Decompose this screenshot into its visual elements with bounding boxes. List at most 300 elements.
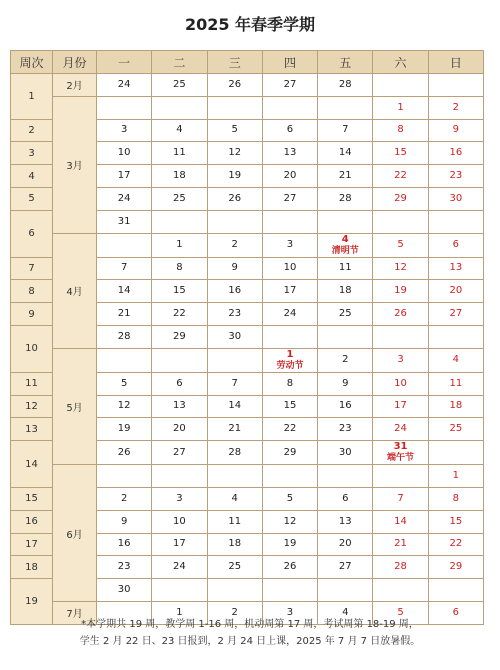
page-title: 2025 年春季学期 [184,15,316,34]
day-cell [152,487,207,510]
day-cell [207,579,262,602]
day-number: 21 [394,538,407,550]
day-cell [152,372,207,395]
day-number: 11 [173,147,186,159]
day-number: 14 [228,400,242,412]
header-tue: 二 [152,51,207,74]
day-cell [318,510,373,533]
day-number: 20 [338,538,352,550]
day-cell [262,556,317,579]
day-number: 26 [117,446,131,458]
day-number: 16 [117,538,131,550]
day-number: 23 [228,308,242,320]
day-cell [97,119,152,142]
day-cell [97,441,152,465]
day-cell [97,487,152,510]
day-cell [152,142,207,165]
month-label: 7月 [53,601,97,624]
day-number: 29 [394,192,407,204]
day-cell [97,74,152,97]
day-number: 29 [173,330,186,342]
day-number: 25 [449,423,463,435]
day-cell [373,210,428,233]
day-cell [262,280,317,303]
day-cell [207,348,262,372]
day-cell [152,556,207,579]
day-cell [428,533,483,556]
day-number: 20 [449,285,463,297]
day-cell [373,187,428,210]
day-number: 8 [452,492,460,504]
day-number: 2 [342,354,349,366]
month-label: 6月 [53,465,97,602]
week-number: 10 [11,325,53,372]
week-row [11,233,484,257]
week-number: 12 [11,395,53,418]
header-sat: 六 [373,51,428,74]
day-cell [262,233,317,257]
day-cell [207,280,262,303]
calendar-table [10,50,484,625]
day-cell [373,74,428,97]
day-cell [207,487,262,510]
day-number: 28 [228,446,242,458]
day-number: 6 [176,377,183,389]
day-number: 4 [452,354,460,366]
day-number: 21 [228,423,242,435]
day-number: 13 [173,400,186,412]
day-number: 7 [342,124,349,136]
day-number: 13 [283,147,297,159]
day-cell [97,233,152,257]
day-cell [318,533,373,556]
day-number: 23 [338,423,352,435]
day-number: 20 [173,423,186,435]
day-number: 26 [228,78,242,90]
day-number: 28 [338,192,352,204]
day-number: 9 [452,124,460,136]
day-cell [318,165,373,188]
day-number: 22 [283,423,297,435]
day-cell [152,418,207,441]
day-cell [97,142,152,165]
day-number: 2 [120,492,128,504]
day-cell [97,348,152,372]
day-cell [207,210,262,233]
week-number: 9 [11,303,53,326]
day-number: 24 [117,78,131,90]
day-cell [318,348,373,372]
day-cell [152,233,207,257]
day-number: 27 [338,561,352,573]
day-cell [373,510,428,533]
day-cell [428,96,483,119]
week-number: 15 [11,487,53,510]
day-cell [262,533,317,556]
day-cell [262,510,317,533]
day-number: 19 [117,423,131,435]
week-number: 17 [11,533,53,556]
day-number: 17 [173,538,186,550]
day-number: 31 [393,441,408,453]
day-cell [428,510,483,533]
day-number: 4 [231,492,238,504]
week-number: 11 [11,372,53,395]
day-number: 12 [283,515,297,527]
day-cell [207,165,262,188]
day-number: 26 [228,192,242,204]
day-cell [318,210,373,233]
day-number: 3 [397,354,404,366]
day-cell [97,210,152,233]
day-number: 25 [228,561,242,573]
header-row [11,51,484,74]
day-cell [262,96,317,119]
day-cell [152,280,207,303]
day-number: 28 [394,561,407,573]
day-number: 13 [449,262,463,274]
day-number: 17 [394,400,407,412]
day-number: 12 [117,400,131,412]
day-cell [318,579,373,602]
day-cell [373,142,428,165]
day-cell [373,165,428,188]
day-number: 10 [394,377,407,389]
day-cell [318,441,373,465]
week-row [11,465,484,488]
day-number: 27 [283,78,297,90]
day-cell [373,579,428,602]
day-cell [318,303,373,326]
day-cell [262,74,317,97]
day-cell [97,556,152,579]
day-number: 12 [228,147,242,159]
day-number: 16 [449,147,463,159]
day-cell [207,142,262,165]
day-number: 7 [397,492,404,504]
day-number: 11 [338,262,352,274]
note-line-2: 学生 2 月 22 日、23 日报到，2 月 24 日上课，2025 年 7 月 7 日放暑假。 [79,636,421,647]
header-thu: 四 [262,51,317,74]
day-cell [428,325,483,348]
day-cell [262,372,317,395]
day-cell [373,303,428,326]
day-number: 2 [231,239,238,251]
week-number: 8 [11,280,53,303]
week-number: 3 [11,142,53,165]
day-number: 11 [449,377,463,389]
day-cell [373,465,428,488]
header-month: 月份 [53,51,97,74]
day-number: 27 [283,192,297,204]
day-number: 3 [286,239,294,251]
day-cell [207,74,262,97]
day-cell [97,510,152,533]
day-number: 21 [117,308,131,320]
day-cell [207,441,262,465]
day-cell [152,579,207,602]
day-number: 24 [394,423,407,435]
day-cell [428,465,483,488]
day-cell [318,74,373,97]
day-number: 25 [173,78,186,90]
header-fri: 五 [318,51,373,74]
week-number: 6 [11,210,53,257]
day-number: 8 [286,377,294,389]
day-number: 1 [397,101,404,113]
day-cell [262,303,317,326]
day-cell [207,372,262,395]
day-number: 4 [341,233,349,245]
day-number: 18 [173,170,186,182]
day-number: 5 [397,606,404,618]
day-number: 20 [283,170,297,182]
day-number: 11 [228,515,242,527]
header-wed: 三 [207,51,262,74]
day-cell [262,119,317,142]
day-number: 14 [117,285,131,297]
day-cell [373,233,428,257]
week-number: 4 [11,165,53,188]
day-cell [373,418,428,441]
day-cell [97,418,152,441]
day-cell [428,257,483,280]
day-number: 3 [120,124,128,136]
day-cell [318,465,373,488]
holiday-label: 清明节 [331,245,359,256]
day-cell [97,372,152,395]
day-cell [428,372,483,395]
day-cell [207,395,262,418]
note-line-1: *本学期共 19 周，教学周 1-16 周，机动周第 17 周，考试周第 18-19 周， [81,619,419,630]
month-label: 2月 [53,74,97,97]
day-cell [373,372,428,395]
semester-note [20,616,480,650]
day-cell [152,303,207,326]
day-number: 9 [231,262,238,274]
day-cell [428,441,483,465]
day-number: 10 [117,147,131,159]
day-cell [318,418,373,441]
day-cell [373,119,428,142]
day-cell [428,418,483,441]
day-cell [207,418,262,441]
day-cell [262,142,317,165]
day-cell [262,165,317,188]
day-number: 30 [228,330,242,342]
month-label: 4月 [53,233,97,348]
day-number: 16 [228,285,242,297]
day-cell [152,165,207,188]
day-cell [152,348,207,372]
week-row [11,348,484,372]
day-cell [428,210,483,233]
day-cell [373,280,428,303]
day-number: 19 [283,538,297,550]
day-cell [207,96,262,119]
week-number: 18 [11,556,53,579]
day-cell [97,303,152,326]
day-cell [428,187,483,210]
calendar-body [11,74,484,625]
day-number: 5 [286,492,294,504]
day-number: 25 [173,192,186,204]
day-cell [152,96,207,119]
day-cell [207,119,262,142]
day-number: 2 [231,606,238,618]
day-cell [152,395,207,418]
day-number: 30 [338,446,352,458]
day-number: 19 [394,285,407,297]
holiday-label: 端午节 [387,453,415,464]
day-number: 30 [449,192,463,204]
day-number: 24 [173,561,186,573]
day-number: 13 [338,515,352,527]
day-number: 27 [173,446,186,458]
day-number: 6 [452,239,460,251]
day-cell [207,257,262,280]
day-cell [262,395,317,418]
day-cell [97,465,152,488]
day-cell [97,325,152,348]
day-number: 14 [338,147,352,159]
day-cell [262,465,317,488]
day-number: 14 [394,515,407,527]
day-number: 23 [117,561,131,573]
header-week: 周次 [11,51,53,74]
day-number: 8 [176,262,183,274]
day-cell [428,579,483,602]
day-cell [262,441,317,465]
day-number: 6 [342,492,349,504]
day-number: 29 [449,561,463,573]
day-cell [318,119,373,142]
week-number: 19 [11,579,53,625]
day-number: 30 [117,584,131,596]
day-number: 29 [283,446,297,458]
day-cell [97,257,152,280]
day-cell [428,487,483,510]
day-cell [373,487,428,510]
day-number: 3 [286,606,294,618]
day-cell [97,533,152,556]
month-label: 5月 [53,348,97,464]
day-cell [262,257,317,280]
day-cell [262,187,317,210]
day-number: 17 [283,285,297,297]
day-cell [262,487,317,510]
day-number: 26 [394,308,407,320]
day-cell [318,372,373,395]
day-number: 6 [286,124,294,136]
day-cell [373,348,428,372]
day-number: 25 [338,308,352,320]
day-cell [262,579,317,602]
day-cell [97,280,152,303]
day-cell [373,257,428,280]
day-cell [373,325,428,348]
day-cell [318,556,373,579]
day-cell [373,533,428,556]
day-cell [207,233,262,257]
day-number: 23 [449,170,463,182]
week-number: 13 [11,418,53,441]
day-number: 19 [228,170,242,182]
day-cell [97,395,152,418]
day-number: 22 [449,538,463,550]
day-cell [152,210,207,233]
day-number: 22 [173,308,186,320]
day-cell [97,96,152,119]
day-cell [152,441,207,465]
day-cell [373,556,428,579]
day-number: 31 [117,215,131,227]
day-cell [318,142,373,165]
day-number: 17 [117,170,131,182]
day-cell [318,233,373,257]
day-cell [207,556,262,579]
week-number: 1 [11,74,53,120]
day-cell [97,165,152,188]
day-number: 18 [338,285,352,297]
day-number: 5 [231,124,238,136]
week-number: 16 [11,510,53,533]
day-number: 18 [449,400,463,412]
day-cell [207,533,262,556]
day-number: 4 [176,124,183,136]
day-number: 10 [283,262,297,274]
day-cell [318,257,373,280]
day-cell [207,303,262,326]
day-cell [152,510,207,533]
day-cell [428,142,483,165]
day-number: 5 [397,239,404,251]
day-cell [428,280,483,303]
day-number: 9 [342,377,349,389]
day-number: 15 [449,515,463,527]
day-number: 27 [449,308,463,320]
week-number: 2 [11,119,53,142]
day-number: 10 [173,515,186,527]
week-row [11,96,484,119]
day-cell [207,510,262,533]
day-number: 16 [338,400,352,412]
day-cell [428,165,483,188]
day-cell [97,187,152,210]
day-number: 6 [452,606,460,618]
day-cell [97,579,152,602]
day-number: 26 [283,561,297,573]
day-number: 22 [394,170,407,182]
day-cell [152,119,207,142]
day-cell [428,348,483,372]
day-number: 18 [228,538,242,550]
day-number: 21 [338,170,352,182]
week-number: 14 [11,441,53,488]
day-number: 5 [120,377,128,389]
day-cell [262,418,317,441]
day-cell [152,187,207,210]
day-number: 8 [397,124,404,136]
day-number: 1 [286,348,294,360]
header-sun: 日 [428,51,483,74]
week-number: 5 [11,187,53,210]
day-cell [373,395,428,418]
day-number: 15 [394,147,407,159]
day-number: 1 [176,606,183,618]
day-cell [428,556,483,579]
day-cell [428,303,483,326]
